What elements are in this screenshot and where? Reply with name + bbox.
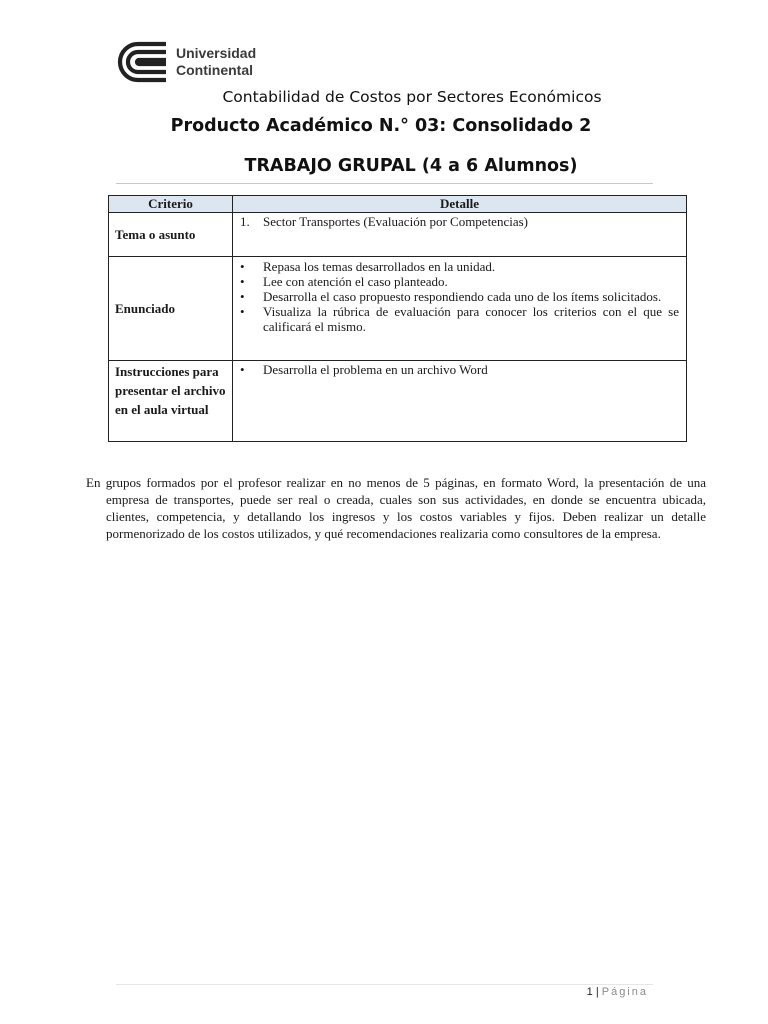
column-header-criterio: Criterio — [109, 196, 233, 213]
list-number: 1. — [240, 214, 250, 229]
criterio-cell: Instrucciones para presentar el archivo en el aula virtual — [109, 361, 233, 442]
page-footer — [587, 986, 648, 998]
criterio-cell: Tema o asunto — [109, 213, 233, 257]
logo-line-2: Continental — [176, 62, 253, 78]
list-item-text: Desarrolla el problema en un archivo Word — [263, 362, 488, 377]
criterio-cell: Enunciado — [109, 257, 233, 361]
instructions-paragraph: En grupos formados por el profesor realizar en no menos de 5 páginas, en formato Word, la presentación de una empresa de transportes, puede ser real o creada, cuales son sus actividades, en donde se encuentra ubicada, clientes, competencia, y detallando los ingresos y los costos variables y fijos. Deben realizar un detalle pormenorizado de los costos utilizados, y qué recomendaciones realizaria como consultores de la empresa. — [86, 475, 706, 541]
list-item-text: Lee con atención el caso planteado. — [263, 274, 448, 289]
detalle-cell — [233, 213, 687, 257]
list-item — [240, 362, 679, 377]
university-logo-icon — [116, 40, 168, 84]
logo-line-1: Universidad — [176, 45, 257, 61]
list-item-text: Repasa los temas desarrollados en la unidad. — [263, 259, 496, 274]
detalle-cell — [233, 361, 687, 442]
footer-divider — [116, 984, 653, 985]
course-subject: Contabilidad de Costos por Sectores Económicos — [222, 88, 602, 106]
bullet-icon: • — [240, 289, 245, 304]
list-item-text: Sector Transportes (Evaluación por Competencias) — [263, 214, 528, 229]
title-divider — [116, 183, 653, 184]
logo-text — [176, 45, 256, 79]
criteria-table — [108, 195, 687, 442]
list-item-text: Visualiza la rúbrica de evaluación para conocer los criterios con el que se calificará el mismo. — [263, 304, 679, 334]
list-item — [240, 259, 679, 274]
table-row — [109, 213, 687, 257]
column-header-detalle: Detalle — [233, 196, 687, 213]
group-work-title: TRABAJO GRUPAL (4 a 6 Alumnos) — [244, 156, 578, 176]
table-row — [109, 361, 687, 442]
product-title: Producto Académico N.° 03: Consolidado 2 — [170, 116, 592, 136]
bullet-icon: • — [240, 259, 245, 274]
list-item-text: Desarrolla el caso propuesto respondiendo cada uno de los ítems solicitados. — [263, 289, 662, 304]
table-header-row — [109, 196, 687, 213]
bullet-icon: • — [240, 304, 245, 319]
page-number: 1 — [586, 986, 593, 998]
page-label: Página — [601, 986, 648, 998]
list-item — [240, 274, 679, 289]
footer-separator: | — [595, 986, 599, 998]
table-row — [109, 257, 687, 361]
bullet-icon: • — [240, 362, 245, 377]
university-logo — [116, 40, 256, 84]
list-item — [240, 304, 679, 334]
list-item — [240, 289, 679, 304]
list-item — [240, 214, 679, 229]
detalle-cell — [233, 257, 687, 361]
bullet-icon: • — [240, 274, 245, 289]
